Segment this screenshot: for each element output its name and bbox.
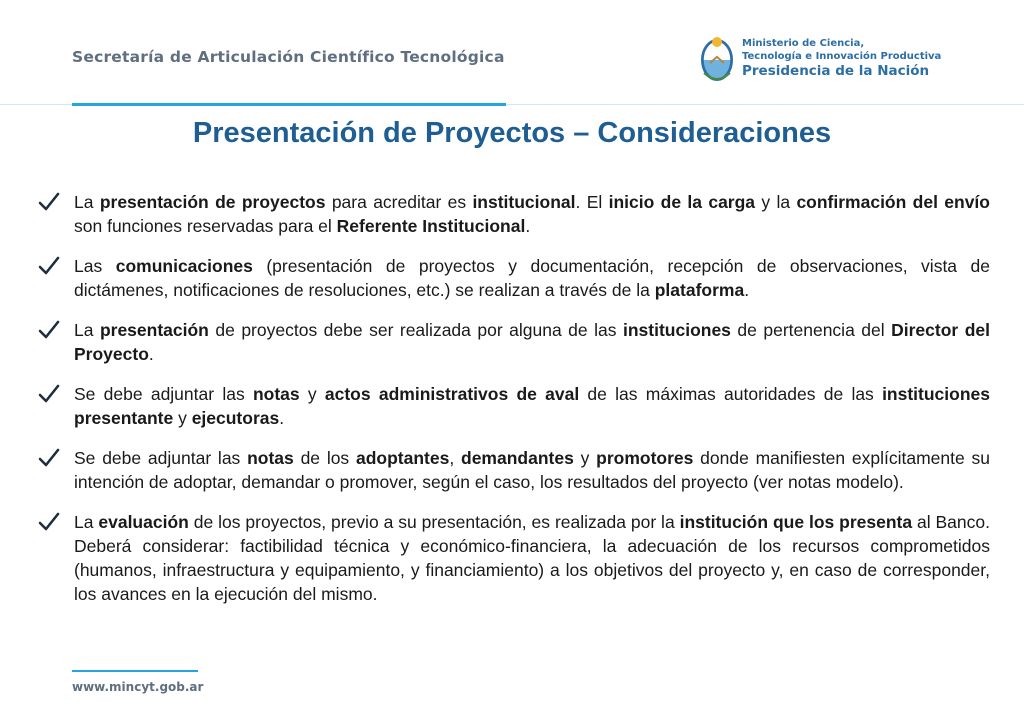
checkmark-icon (38, 510, 74, 606)
bold-text: institucional (472, 192, 576, 212)
bold-text: Referente Institucional (336, 216, 526, 236)
organization-name: Secretaría de Articulación Científico Tecnológica (72, 48, 505, 66)
considerations-list (38, 190, 990, 622)
text: para acreditar es (325, 192, 473, 212)
checkmark-icon (38, 318, 74, 366)
bold-text: ejecutoras (191, 408, 280, 428)
list-item (38, 318, 990, 366)
checkmark-icon (38, 190, 74, 238)
text: de los proyectos, previo a su presentación, es realizada por la (188, 512, 680, 532)
list-item (38, 254, 990, 302)
text: y la (755, 192, 797, 212)
bold-text: plataforma (654, 280, 745, 300)
text: La (74, 320, 100, 340)
text: y (173, 408, 192, 428)
bold-text: actos administrativos de aval (324, 384, 580, 404)
text: . (148, 344, 154, 364)
page-title: Presentación de Proyectos – Consideraciones (192, 117, 832, 149)
bold-text: institución que los presenta (679, 512, 913, 532)
list-item-text (74, 510, 990, 606)
bold-text: presentación de proyectos (99, 192, 326, 212)
list-item-text (74, 382, 990, 430)
ministry-line-1: Ministerio de Ciencia, (742, 38, 865, 49)
text: . El (575, 192, 609, 212)
bold-text: presentación (99, 320, 209, 340)
text: de proyectos debe ser realizada por alguna de las (208, 320, 623, 340)
text: y (573, 448, 597, 468)
list-item-text (74, 318, 990, 366)
bold-text: promotores (596, 448, 694, 468)
bold-text: evaluación (98, 512, 189, 532)
text: La (74, 192, 100, 212)
text: Las (74, 256, 116, 276)
bold-text: notas (252, 384, 300, 404)
footer-url: www.mincyt.gob.ar (72, 680, 204, 694)
ministry-line-3: Presidencia de la Nación (742, 63, 930, 79)
bold-text: instituciones (622, 320, 731, 340)
bold-text: comunicaciones (115, 256, 253, 276)
bold-text: Director del Proyecto (74, 320, 990, 364)
bold-text: adoptantes (355, 448, 450, 468)
checkmark-icon (38, 382, 74, 430)
text: , (449, 448, 461, 468)
text: Se debe adjuntar las (74, 384, 253, 404)
text: donde manifiesten explícitamente su intención de adoptar, demandar o promover, según el caso, los resultados del proyecto (ver notas modelo). (74, 448, 990, 492)
text: de los (293, 448, 356, 468)
list-item-text (74, 254, 990, 302)
bold-text: inicio de la carga (608, 192, 756, 212)
header-accent-bar (72, 103, 506, 106)
argentina-seal-icon (700, 33, 734, 83)
list-item (38, 446, 990, 494)
list-item-text (74, 190, 990, 238)
list-item (38, 382, 990, 430)
list-item (38, 510, 990, 606)
text: . (744, 280, 750, 300)
text: . (279, 408, 285, 428)
ministry-line-2: Tecnología e Innovación Productiva (742, 51, 942, 62)
text: Se debe adjuntar las (74, 448, 248, 468)
text: . (525, 216, 531, 236)
bold-text: notas (247, 448, 294, 468)
text: (presentación de proyectos y documentación, recepción de observaciones, vista de dictámenes, notificaciones de resoluciones, etc.) se realizan a través de la (74, 256, 990, 300)
list-item (38, 190, 990, 238)
text: son funciones reservadas para el (74, 216, 337, 236)
text: de pertenencia del (730, 320, 892, 340)
text: al Banco. Deberá considerar: factibilidad técnica y económico-financiera, la adecuación de los recursos comprometidos (humanos, infraestructura y equipamiento, y financiamiento) a los objetivos del proyecto y, en caso de corresponder, los avances en la ejecución del mismo. (74, 512, 990, 604)
checkmark-icon (38, 254, 74, 302)
bold-text: demandantes (461, 448, 574, 468)
bold-text: instituciones presentante (74, 384, 990, 428)
checkmark-icon (38, 446, 74, 494)
ministry-logo (700, 32, 941, 84)
text: de las máximas autoridades de las (579, 384, 883, 404)
text: y (299, 384, 325, 404)
text: La (74, 512, 99, 532)
footer-accent-bar (72, 670, 198, 672)
bold-text: confirmación del envío (796, 192, 990, 212)
list-item-text (74, 446, 990, 494)
